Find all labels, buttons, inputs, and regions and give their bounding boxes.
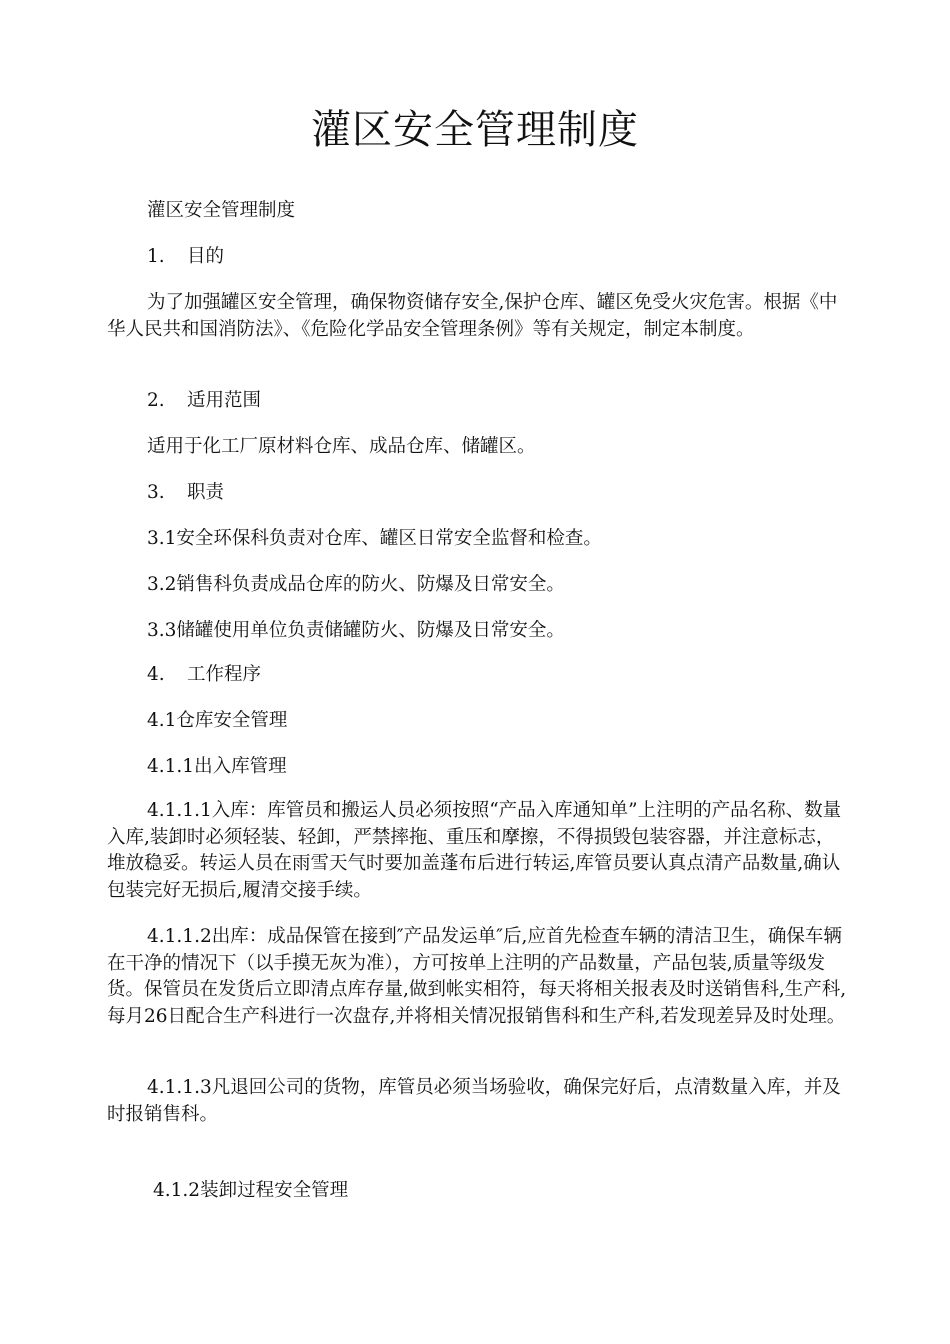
- section-number: 1.: [147, 246, 165, 267]
- section-title: 目的: [187, 246, 225, 267]
- subheading-4-1: 4.1仓库安全管理: [147, 710, 288, 731]
- subheading-4-1-2: 4.1.2装卸过程安全管理: [153, 1180, 349, 1201]
- paragraph-4-1-1-1: 4.1.1.1入库：库管员和搬运人员必须按照“产品入库通知单”上注明的产品名称、数量入库,装卸时必须轻装、轻卸，严禁摔拖、重压和摩擦，不得损毁包装容器，并注意标志，堆放稳妥。转运人员在雨雪天气时要加盖蓬布后进行转运,库管员要认真点清产品数量,确认包装完好无损后,履清交接手续。: [107, 800, 842, 901]
- section-number: 2.: [147, 390, 165, 411]
- paragraph-scope: 适用于化工厂原材料仓库、成品仓库、储罐区。: [147, 436, 536, 457]
- section-heading-purpose: [147, 244, 224, 271]
- section-number: 4.: [147, 664, 165, 685]
- section-title: 适用范围: [187, 390, 262, 411]
- document-title: 灌区安全管理制度: [311, 107, 639, 153]
- subtitle: 灌区安全管理制度: [147, 200, 296, 221]
- paragraph-4-1-1-3: 4.1.1.3凡退回公司的货物，库管员必须当场验收，确保完好后，点清数量入库，并及时报销售科。: [107, 1077, 841, 1125]
- duty-item-3-2: 3.2销售科负责成品仓库的防火、防爆及日常安全。: [147, 574, 565, 595]
- section-title: 工作程序: [187, 664, 262, 685]
- paragraph-purpose: 为了加强罐区安全管理，确保物资储存安全,保护仓库、罐区免受火灾危害。根据《中华人民共和国消防法》、《危险化学品安全管理条例》等有关规定，制定本制度。: [107, 292, 838, 340]
- paragraph-4-1-1-2: 4.1.1.2出库：成品保管在接到″产品发运单″后,应首先检查车辆的清洁卫生，确保车辆在干净的情况下（以手摸无灰为准），方可按单上注明的产品数量，产品包装,质量等级发货。保管员在发货后立即清点库存量,做到帐实相符，每天将相关报表及时送销售科,生产科,每月26日配合生产科进行一次盘存,并将相关情况报销售科和生产科,若发现差异及时处理。: [107, 926, 847, 1027]
- section-title: 职责: [187, 482, 225, 503]
- subheading-4-1-1: 4.1.1出入库管理: [147, 756, 287, 777]
- section-heading-duties: [147, 480, 224, 507]
- duty-item-3-3: 3.3储罐使用单位负责储罐防火、防爆及日常安全。: [147, 620, 565, 641]
- section-heading-procedure: [147, 662, 261, 689]
- section-heading-scope: [147, 388, 261, 415]
- section-number: 3.: [147, 482, 165, 503]
- duty-item-3-1: 3.1安全环保科负责对仓库、罐区日常安全监督和检查。: [147, 528, 602, 549]
